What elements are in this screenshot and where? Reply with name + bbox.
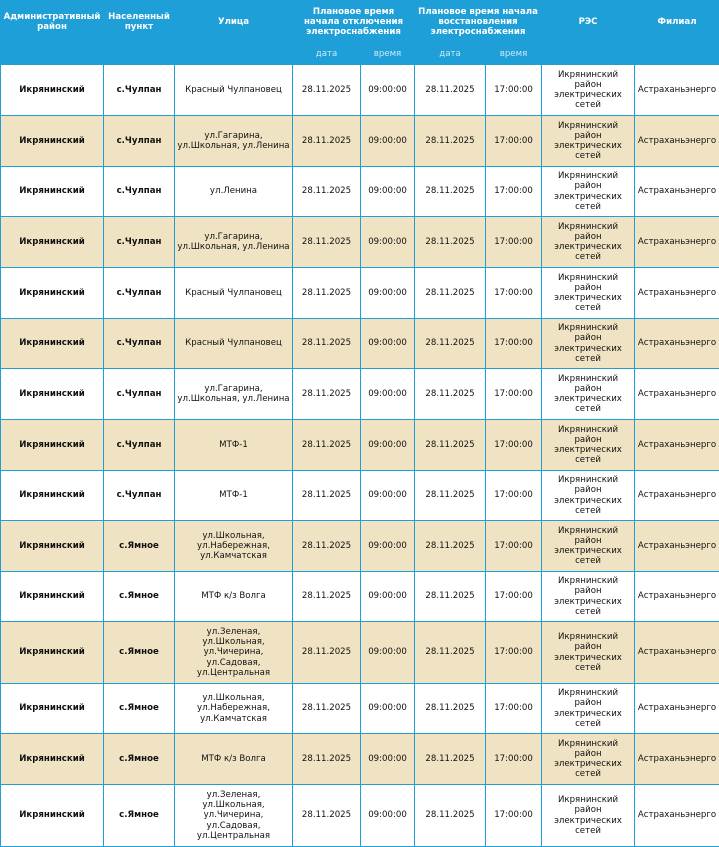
cell-street: МТФ к/з Волга — [175, 572, 293, 622]
cell-settlement: с.Ямное — [104, 734, 175, 785]
header-restore-start: Плановое время начала восстановления электроснабжения — [415, 1, 542, 44]
cell-settlement: с.Чулпан — [104, 217, 175, 268]
cell-settlement: с.Чулпан — [104, 471, 175, 521]
table-row — [1, 684, 719, 734]
cell-off-date: 28.11.2025 — [293, 268, 361, 319]
cell-settlement: с.Чулпан — [104, 319, 175, 369]
cell-off-time: 09:00:00 — [361, 369, 415, 420]
cell-on-time: 17:00:00 — [486, 268, 542, 319]
cell-district: Икрянинский — [1, 572, 104, 622]
cell-settlement: с.Чулпан — [104, 116, 175, 167]
cell-district: Икрянинский — [1, 734, 104, 785]
table-row — [1, 116, 719, 167]
cell-branch: Астраханьэнерго — [635, 684, 719, 734]
cell-off-time: 09:00:00 — [361, 420, 415, 471]
cell-res: Икрянинский район электрических сетей — [542, 369, 635, 420]
cell-off-date: 28.11.2025 — [293, 572, 361, 622]
cell-street: ул.Гагарина, ул.Школьная, ул.Ленина — [175, 116, 293, 167]
subheader-empty — [635, 44, 719, 65]
cell-branch: Астраханьэнерго — [635, 521, 719, 572]
subheader-row — [1, 44, 719, 65]
cell-street: ул.Ленина — [175, 167, 293, 217]
cell-res: Икрянинский район электрических сетей — [542, 420, 635, 471]
cell-district: Икрянинский — [1, 167, 104, 217]
cell-on-time: 17:00:00 — [486, 785, 542, 847]
cell-on-time: 17:00:00 — [486, 319, 542, 369]
cell-off-time: 09:00:00 — [361, 116, 415, 167]
cell-branch: Астраханьэнерго — [635, 217, 719, 268]
cell-res: Икрянинский район электрических сетей — [542, 217, 635, 268]
cell-on-date: 28.11.2025 — [415, 116, 486, 167]
cell-off-date: 28.11.2025 — [293, 369, 361, 420]
cell-on-date: 28.11.2025 — [415, 572, 486, 622]
cell-on-time: 17:00:00 — [486, 369, 542, 420]
cell-street: МТФ к/з Волга — [175, 734, 293, 785]
cell-on-time: 17:00:00 — [486, 420, 542, 471]
cell-district: Икрянинский — [1, 471, 104, 521]
cell-district: Икрянинский — [1, 420, 104, 471]
cell-res: Икрянинский район электрических сетей — [542, 734, 635, 785]
cell-district: Икрянинский — [1, 622, 104, 684]
subheader-empty — [1, 44, 104, 65]
cell-on-time: 17:00:00 — [486, 684, 542, 734]
cell-district: Икрянинский — [1, 217, 104, 268]
cell-street: Красный Чулпановец — [175, 319, 293, 369]
cell-res: Икрянинский район электрических сетей — [542, 572, 635, 622]
cell-district: Икрянинский — [1, 268, 104, 319]
cell-settlement: с.Чулпан — [104, 65, 175, 116]
cell-street: ул.Школьная, ул.Набережная, ул.Камчатская — [175, 684, 293, 734]
cell-street: Красный Чулпановец — [175, 65, 293, 116]
cell-off-date: 28.11.2025 — [293, 734, 361, 785]
cell-on-date: 28.11.2025 — [415, 369, 486, 420]
cell-on-date: 28.11.2025 — [415, 734, 486, 785]
table-row — [1, 268, 719, 319]
cell-res: Икрянинский район электрических сетей — [542, 116, 635, 167]
header-settlement: Населенный пункт — [104, 1, 175, 44]
cell-off-time: 09:00:00 — [361, 734, 415, 785]
cell-off-date: 28.11.2025 — [293, 420, 361, 471]
cell-off-date: 28.11.2025 — [293, 319, 361, 369]
cell-off-time: 09:00:00 — [361, 167, 415, 217]
cell-settlement: с.Ямное — [104, 785, 175, 847]
cell-branch: Астраханьэнерго — [635, 420, 719, 471]
table-row — [1, 65, 719, 116]
header-off-start: Плановое время начала отключения электроснабжения — [293, 1, 415, 44]
cell-off-date: 28.11.2025 — [293, 217, 361, 268]
cell-settlement: с.Ямное — [104, 572, 175, 622]
cell-on-date: 28.11.2025 — [415, 268, 486, 319]
cell-res: Икрянинский район электрических сетей — [542, 622, 635, 684]
cell-district: Икрянинский — [1, 785, 104, 847]
cell-on-date: 28.11.2025 — [415, 319, 486, 369]
cell-on-time: 17:00:00 — [486, 471, 542, 521]
cell-street: Красный Чулпановец — [175, 268, 293, 319]
cell-district: Икрянинский — [1, 684, 104, 734]
cell-off-date: 28.11.2025 — [293, 785, 361, 847]
cell-settlement: с.Чулпан — [104, 420, 175, 471]
cell-branch: Астраханьэнерго — [635, 734, 719, 785]
cell-off-date: 28.11.2025 — [293, 471, 361, 521]
cell-on-time: 17:00:00 — [486, 572, 542, 622]
cell-off-time: 09:00:00 — [361, 471, 415, 521]
cell-off-date: 28.11.2025 — [293, 521, 361, 572]
cell-street: ул.Гагарина, ул.Школьная, ул.Ленина — [175, 369, 293, 420]
cell-branch: Астраханьэнерго — [635, 319, 719, 369]
cell-branch: Астраханьэнерго — [635, 268, 719, 319]
table-row — [1, 471, 719, 521]
cell-settlement: с.Чулпан — [104, 369, 175, 420]
table-row — [1, 369, 719, 420]
cell-street: ул.Зеленая, ул.Школьная, ул.Чичерина, ул.Садовая, ул.Центральная — [175, 622, 293, 684]
cell-off-date: 28.11.2025 — [293, 116, 361, 167]
cell-off-date: 28.11.2025 — [293, 684, 361, 734]
cell-street: ул.Зеленая, ул.Школьная, ул.Чичерина, ул.Садовая, ул.Центральная — [175, 785, 293, 847]
subheader-off-time: время — [361, 44, 415, 65]
cell-street: ул.Школьная, ул.Набережная, ул.Камчатская — [175, 521, 293, 572]
cell-off-time: 09:00:00 — [361, 684, 415, 734]
cell-settlement: с.Ямное — [104, 521, 175, 572]
cell-off-time: 09:00:00 — [361, 572, 415, 622]
cell-res: Икрянинский район электрических сетей — [542, 268, 635, 319]
cell-res: Икрянинский район электрических сетей — [542, 785, 635, 847]
cell-settlement: с.Ямное — [104, 622, 175, 684]
cell-off-date: 28.11.2025 — [293, 65, 361, 116]
cell-street: МТФ-1 — [175, 471, 293, 521]
table-row — [1, 521, 719, 572]
header-res: РЭС — [542, 1, 635, 44]
table-row — [1, 420, 719, 471]
cell-off-time: 09:00:00 — [361, 622, 415, 684]
cell-res: Икрянинский район электрических сетей — [542, 319, 635, 369]
cell-street: ул.Гагарина, ул.Школьная, ул.Ленина — [175, 217, 293, 268]
cell-res: Икрянинский район электрических сетей — [542, 65, 635, 116]
cell-district: Икрянинский — [1, 65, 104, 116]
table-row — [1, 319, 719, 369]
cell-settlement: с.Чулпан — [104, 167, 175, 217]
cell-branch: Астраханьэнерго — [635, 471, 719, 521]
cell-off-time: 09:00:00 — [361, 319, 415, 369]
header-row — [1, 1, 719, 44]
cell-branch: Астраханьэнерго — [635, 369, 719, 420]
cell-off-time: 09:00:00 — [361, 268, 415, 319]
cell-branch: Астраханьэнерго — [635, 167, 719, 217]
cell-street: МТФ-1 — [175, 420, 293, 471]
cell-settlement: с.Ямное — [104, 684, 175, 734]
cell-settlement: с.Чулпан — [104, 268, 175, 319]
cell-on-date: 28.11.2025 — [415, 521, 486, 572]
table-row — [1, 734, 719, 785]
subheader-empty — [104, 44, 175, 65]
cell-off-date: 28.11.2025 — [293, 167, 361, 217]
cell-branch: Астраханьэнерго — [635, 65, 719, 116]
cell-district: Икрянинский — [1, 116, 104, 167]
header-branch: Филиал — [635, 1, 719, 44]
cell-on-date: 28.11.2025 — [415, 420, 486, 471]
cell-on-time: 17:00:00 — [486, 521, 542, 572]
subheader-empty — [542, 44, 635, 65]
cell-on-time: 17:00:00 — [486, 65, 542, 116]
cell-on-date: 28.11.2025 — [415, 167, 486, 217]
table-row — [1, 785, 719, 847]
cell-res: Икрянинский район электрических сетей — [542, 521, 635, 572]
cell-on-date: 28.11.2025 — [415, 622, 486, 684]
cell-on-date: 28.11.2025 — [415, 785, 486, 847]
cell-branch: Астраханьэнерго — [635, 785, 719, 847]
subheader-on-date: дата — [415, 44, 486, 65]
cell-on-date: 28.11.2025 — [415, 65, 486, 116]
table-row — [1, 167, 719, 217]
subheader-empty — [175, 44, 293, 65]
cell-on-time: 17:00:00 — [486, 734, 542, 785]
cell-off-time: 09:00:00 — [361, 65, 415, 116]
cell-district: Икрянинский — [1, 521, 104, 572]
header-street: Улица — [175, 1, 293, 44]
cell-on-time: 17:00:00 — [486, 217, 542, 268]
subheader-on-time: время — [486, 44, 542, 65]
table-row — [1, 572, 719, 622]
cell-on-date: 28.11.2025 — [415, 217, 486, 268]
cell-district: Икрянинский — [1, 319, 104, 369]
cell-res: Икрянинский район электрических сетей — [542, 684, 635, 734]
cell-on-time: 17:00:00 — [486, 116, 542, 167]
cell-on-date: 28.11.2025 — [415, 471, 486, 521]
cell-res: Икрянинский район электрических сетей — [542, 167, 635, 217]
cell-off-date: 28.11.2025 — [293, 622, 361, 684]
cell-res: Икрянинский район электрических сетей — [542, 471, 635, 521]
cell-branch: Астраханьэнерго — [635, 572, 719, 622]
cell-district: Икрянинский — [1, 369, 104, 420]
header-district: Административный район — [1, 1, 104, 44]
table-row — [1, 622, 719, 684]
subheader-off-date: дата — [293, 44, 361, 65]
cell-off-time: 09:00:00 — [361, 785, 415, 847]
table-row — [1, 217, 719, 268]
cell-branch: Астраханьэнерго — [635, 622, 719, 684]
cell-off-time: 09:00:00 — [361, 521, 415, 572]
cell-on-time: 17:00:00 — [486, 167, 542, 217]
cell-on-time: 17:00:00 — [486, 622, 542, 684]
cell-on-date: 28.11.2025 — [415, 684, 486, 734]
cell-off-time: 09:00:00 — [361, 217, 415, 268]
cell-branch: Астраханьэнерго — [635, 116, 719, 167]
